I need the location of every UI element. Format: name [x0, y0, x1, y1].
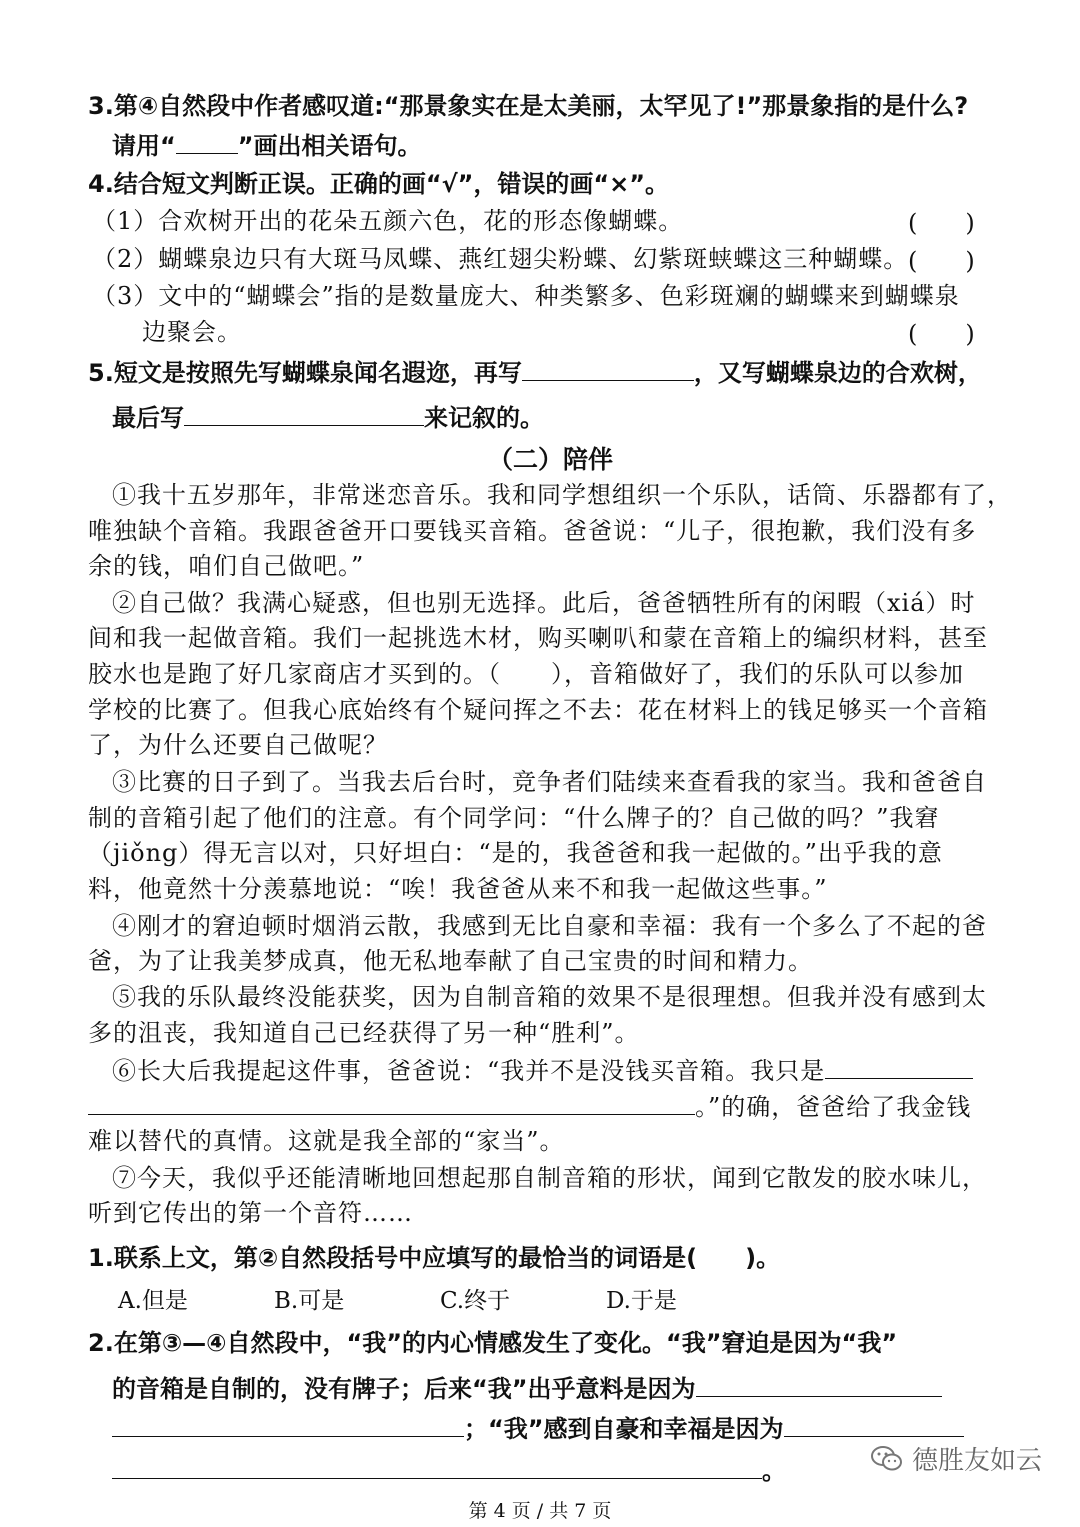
s2-question-2-line1: 2.在第③—④自然段中，“我”的内心情感发生了变化。“我”窘迫是因为“我” [88, 1329, 898, 1357]
option-b[interactable]: B.可是 [274, 1288, 345, 1314]
passage-line-6b: 。”的确，爸爸给了我金钱 [695, 1093, 972, 1121]
question-5-part3: 最后写 [112, 404, 184, 432]
passage-line-6a: ⑥长大后我提起这件事，爸爸说：“我并不是没钱买音箱。我只是 [112, 1057, 826, 1085]
s2-q2-text-b: ；“我”感到自豪和幸福是因为 [464, 1415, 784, 1443]
passage-line: 学校的比赛了。但我心底始终有个疑问挥之不去：花在材料上的钱足够买一个音箱 [88, 696, 988, 724]
page-number: 第 4 页 / 共 7 页 [468, 1500, 612, 1522]
question-3-prefix: 请用“ [112, 132, 176, 160]
s2-question-2-line3 [112, 1410, 964, 1447]
passage-line: 听到它传出的第一个音符…… [88, 1199, 413, 1227]
question-5-part1: 5.短文是按照先写蝴蝶泉闻名遐迩，再写 [88, 359, 522, 387]
option-c[interactable]: C.终于 [440, 1288, 511, 1314]
passage-line: 间和我一起做音箱。我们一起挑选木材，购买喇叭和蒙在音箱上的编织材料，甚至 [88, 624, 988, 652]
q4-item-2-answer[interactable]: ( ) [908, 247, 975, 275]
passage-line: 唯独缺个音箱。我跟爸爸开口要钱买音箱。爸爸说：“儿子，很抱歉，我们没有多 [88, 517, 977, 545]
passage-line: 余的钱，咱们自己做吧。” [88, 552, 365, 580]
passage-line: 了，为什么还要自己做呢？ [88, 731, 388, 759]
question-5-line2 [112, 399, 544, 436]
question-3-line1: 3.第④自然段中作者感叹道:“那景象实在是太美丽，太罕见了!”那景象指的是什么? [88, 92, 969, 120]
q4-item-3: （3）文中的“蝴蝶会”指的是数量庞大、种类繁多、色彩斑斓的蝴蝶来到蝴蝶泉 [92, 282, 960, 310]
question-3-line2 [112, 127, 422, 164]
passage-line [88, 1088, 971, 1125]
answer-blank-s2q2-4[interactable] [112, 1452, 762, 1479]
question-4-title: 4.结合短文判断正误。正确的画“√”，错误的画“×”。 [88, 170, 670, 198]
option-d[interactable]: D.于是 [606, 1288, 677, 1314]
passage-line: 料，他竟然十分羡慕地说：“唉！我爸爸从来不和我一起做这些事。” [88, 875, 828, 903]
q4-item-2: （2）蝴蝶泉边只有大斑马凤蝶、燕红翅尖粉蝶、幻紫斑蛱蝶这三种蝴蝶。 [92, 245, 909, 273]
s2-question-1: 1.联系上文，第②自然段括号中应填写的最恰当的词语是( )。 [88, 1244, 781, 1272]
wechat-icon [870, 1444, 904, 1474]
watermark-text: 德胜友如云 [911, 1446, 1042, 1476]
s2-question-2-line4 [112, 1452, 786, 1489]
passage-line: 难以替代的真情。这就是我全部的“家当”。 [88, 1127, 565, 1155]
passage-title: （二）陪伴 [488, 445, 614, 474]
passage-line: 制的音箱引起了他们的注意。有个同学问：“什么牌子的？自己做的吗？”我窘 [88, 804, 940, 832]
passage-line: 爸，为了让我美梦成真，他无私地奉献了自己宝贵的时间和精力。 [88, 947, 813, 975]
question-5-part2: ，又写蝴蝶泉边的合欢树， [693, 359, 982, 387]
passage-line: ④刚才的窘迫顿时烟消云散，我感到无比自豪和幸福：我有一个多么了不起的爸 [112, 912, 987, 940]
s2-q2-text-a: 的音箱是自制的，没有牌子；后来“我”出乎意料是因为 [112, 1375, 696, 1403]
answer-blank-s2q2-3[interactable] [784, 1410, 964, 1437]
passage-line: ③比赛的日子到了。当我去后台时，竞争者们陆续来查看我的家当。我和爸爸自 [112, 768, 987, 796]
passage-line: ①我十五岁那年，非常迷恋音乐。我和同学想组织一个乐队，话筒、乐器都有了， [112, 481, 1012, 509]
passage-line: （jiǒng）得无言以对，只好坦白：“是的，我爸爸和我一起做的。”出乎我的意 [88, 839, 943, 867]
s2-question-2-line2 [112, 1370, 942, 1407]
passage-line: ⑤我的乐队最终没能获奖，因为自制音箱的效果不是很理想。但我并没有感到太 [112, 983, 987, 1011]
answer-blank-s2q2-2[interactable] [112, 1410, 464, 1437]
q4-item-1: （1）合欢树开出的花朵五颜六色，花的形态像蝴蝶。 [92, 207, 684, 235]
answer-blank-q5-2[interactable] [184, 399, 424, 426]
q4-item-1-answer[interactable]: ( ) [908, 209, 975, 237]
question-3-suffix: ”画出相关语句。 [237, 132, 422, 160]
q4-item-3-cont: 边聚会。 [142, 318, 242, 346]
watermark [870, 1440, 1042, 1477]
q4-item-3-answer[interactable]: ( ) [908, 320, 975, 348]
question-5-part4: 来记叙的。 [424, 404, 544, 432]
question-5-line1 [88, 354, 982, 391]
answer-blank-passage-2[interactable] [88, 1088, 695, 1115]
s2-q2-end: 。 [762, 1457, 786, 1485]
passage-line: ⑦今天，我似乎还能清晰地回想起那自制音箱的形状，闻到它散发的胶水味儿， [112, 1164, 987, 1192]
passage-line [112, 1052, 973, 1089]
answer-blank-passage-1[interactable] [825, 1052, 973, 1079]
answer-blank-s2q2-1[interactable] [696, 1370, 942, 1397]
passage-line: 胶水也是跑了好几家商店才买到的。（ ），音箱做好了，我们的乐队可以参加 [88, 660, 964, 688]
underline-sample [176, 127, 238, 154]
option-a[interactable]: A.但是 [118, 1288, 188, 1314]
passage-line: ②自己做？我满心疑惑，但也别无选择。此后，爸爸牺牲所有的闲暇（xiá）时 [112, 589, 976, 617]
passage-line: 多的沮丧，我知道自己已经获得了另一种“胜利”。 [88, 1019, 640, 1047]
answer-blank-q5-1[interactable] [522, 354, 694, 381]
